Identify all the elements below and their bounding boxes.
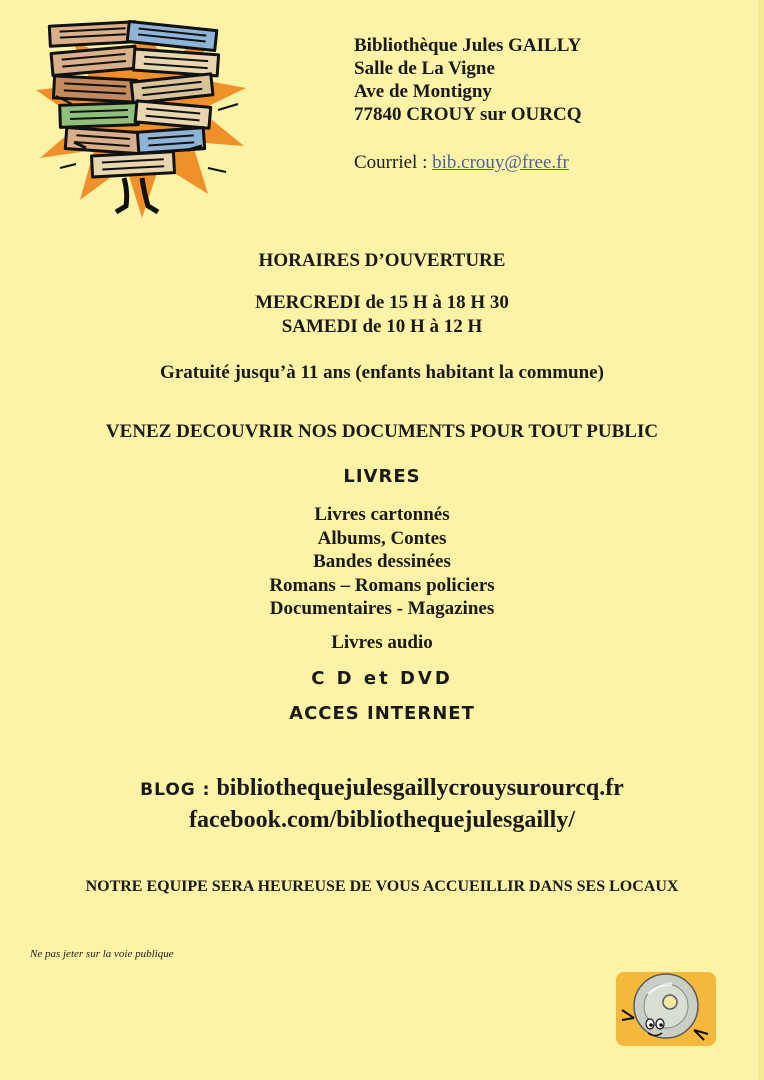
list-item: Documentaires - Magazines <box>269 598 495 619</box>
team-welcome-note: NOTRE EQUIPE SERA HEUREUSE DE VOUS ACCUEILLIR DANS SES LOCAUX <box>85 878 679 895</box>
hours-wednesday: MERCREDI de 15 H à 18 H 30 <box>255 292 509 313</box>
cd-dvd-heading: C D et DVD <box>311 668 453 689</box>
audio-books: Livres audio <box>331 632 433 653</box>
books-heading: LIVRES <box>343 466 421 487</box>
blog-label: BLOG : <box>140 780 211 800</box>
email-link[interactable]: bib.crouy@free.fr <box>432 152 569 173</box>
disclaimer: Ne pas jeter sur la voie publique <box>30 948 174 960</box>
internet-heading: ACCES INTERNET <box>289 703 475 724</box>
free-access-note: Gratuité jusqu’à 11 ans (enfants habitant la commune) <box>160 362 604 383</box>
opening-hours <box>0 291 764 339</box>
document-list <box>0 503 764 621</box>
list-item: Albums, Contes <box>317 527 447 549</box>
address-line-hall: Salle de La Vigne <box>354 58 495 79</box>
list-item: Bandes dessinées <box>313 551 451 572</box>
blog-url[interactable]: bibliothequejulesgaillycrouysurourcq.fr <box>216 775 624 801</box>
email-line <box>354 152 569 174</box>
list-item: Romans – Romans policiers <box>269 574 495 596</box>
address-line-street: Ave de Montigny <box>354 81 492 102</box>
hours-saturday: SAMEDI de 10 H à 12 H <box>281 316 483 337</box>
book-stack-carrier-icon <box>32 18 257 228</box>
list-item: Livres cartonnés <box>314 504 450 525</box>
library-name: Bibliothèque Jules GAILLY <box>354 35 582 56</box>
web-links <box>0 773 764 835</box>
address-line-city: 77840 CROUY sur OURCQ <box>354 104 582 125</box>
blog-line <box>0 773 764 805</box>
hours-title: HORAIRES D’OUVERTURE <box>258 250 506 271</box>
library-address <box>354 34 581 126</box>
facebook-url[interactable]: facebook.com/bibliothequejulesgailly/ <box>188 807 575 833</box>
discover-heading: VENEZ DECOUVRIR NOS DOCUMENTS POUR TOUT PUBLIC <box>105 421 659 442</box>
smiling-cd-icon <box>610 968 722 1050</box>
email-label: Courriel : <box>354 152 433 173</box>
